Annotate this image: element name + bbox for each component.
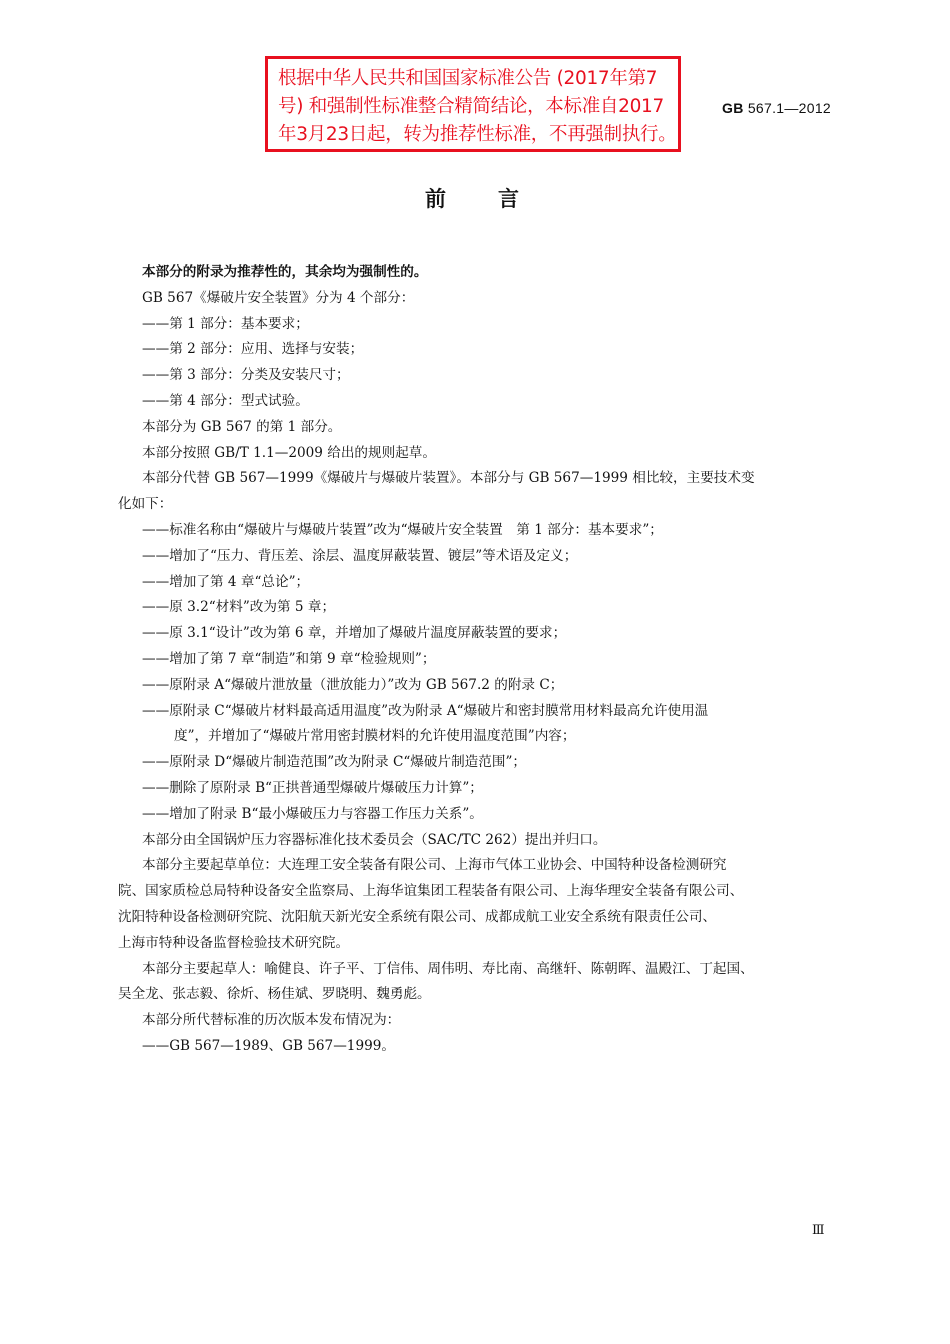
page-title: 前言 (425, 187, 571, 211)
list-item: ——第 3 部分：分类及安装尺寸； (142, 367, 350, 384)
mandatory-status-notice (265, 56, 681, 152)
standard-code: 567.1—2012 (747, 100, 831, 116)
list-item: ——增加了第 7 章“制造”和第 9 章“检验规则”； (142, 650, 436, 667)
list-item-continuation: 度”，并增加了“爆破片常用密封膜材料的允许使用温度范围”内容； (174, 728, 576, 745)
paragraph-continuation: 院、国家质检总局特种设备安全监察局、上海华谊集团工程装备有限公司、上海华理安全装备有限公司、 (118, 883, 744, 900)
paragraph: 本部分由全国锅炉压力容器标准化技术委员会（SAC/TC 262）提出并归口。 (142, 831, 607, 848)
paragraph: 本部分主要起草单位：大连理工安全装备有限公司、上海市气体工业协会、中国特种设备检测研究 (142, 857, 727, 874)
list-item: ——增加了第 4 章“总论”； (142, 573, 310, 590)
list-item: ——第 1 部分：基本要求； (142, 315, 309, 332)
notice-line-1: 根据中华人民共和国国家标准公告 (2017年第7 (278, 68, 658, 89)
standard-prefix: GB (722, 100, 744, 116)
paragraph: GB 567《爆破片安全装置》分为 4 个部分： (142, 289, 415, 306)
list-item: ——删除了原附录 B“正拱普通型爆破片爆破压力计算”； (142, 779, 483, 796)
notice-line-3: 年3月23日起，转为推荐性标准，不再强制执行。 (278, 124, 677, 145)
paragraph: 本部分按照 GB/T 1.1—2009 给出的规则起草。 (142, 444, 436, 461)
list-item: ——GB 567—1989、GB 567—1999。 (142, 1037, 395, 1054)
paragraph: 本部分代替 GB 567—1999《爆破片与爆破片装置》。本部分与 GB 567—1999 相比较，主要技术变 (142, 470, 755, 487)
paragraph-continuation: 上海市特种设备监督检验技术研究院。 (118, 934, 350, 951)
list-item: ——增加了附录 B“最小爆破压力与容器工作压力关系”。 (142, 805, 483, 822)
standard-number (722, 100, 831, 116)
paragraph: 本部分的附录为推荐性的，其余均为强制性的。 (142, 264, 428, 280)
page-number: Ⅲ (812, 1222, 825, 1237)
paragraph-continuation: 化如下： (118, 496, 173, 513)
paragraph-continuation: 沈阳特种设备检测研究院、沈阳航天新光安全系统有限公司、成都成航工业安全系统有限责任公司、 (118, 908, 717, 925)
list-item: ——原 3.2“材料”改为第 5 章； (142, 599, 336, 616)
list-item: ——原附录 C“爆破片材料最高适用温度”改为附录 A“爆破片和密封膜常用材料最高允许使用温 (142, 702, 709, 719)
list-item: ——原附录 D“爆破片制造范围”改为附录 C“爆破片制造范围”； (142, 754, 526, 771)
foreword-body (118, 260, 848, 1060)
list-item: ——原 3.1“设计”改为第 6 章，并增加了爆破片温度屏蔽装置的要求； (142, 625, 567, 642)
list-item: ——标准名称由“爆破片与爆破片装置”改为“爆破片安全装置 第 1 部分：基本要求”； (142, 521, 663, 538)
notice-line-2: 号) 和强制性标准整合精简结论，本标准自2017 (278, 96, 664, 117)
list-item: ——增加了“压力、背压差、涂层、温度屏蔽装置、镀层”等术语及定义； (142, 547, 578, 564)
paragraph: 本部分为 GB 567 的第 1 部分。 (142, 418, 342, 435)
paragraph-continuation: 吴全龙、张志毅、徐炘、杨佳斌、罗晓明、魏勇彪。 (118, 986, 431, 1003)
list-item: ——原附录 A“爆破片泄放量（泄放能力）”改为 GB 567.2 的附录 C； (142, 676, 564, 693)
paragraph: 本部分所代替标准的历次版本发布情况为： (142, 1012, 401, 1029)
list-item: ——第 2 部分：应用、选择与安装； (142, 341, 364, 358)
paragraph: 本部分主要起草人：喻健良、许子平、丁信伟、周伟明、寿比南、高继轩、陈朝晖、温殿江、丁起国、 (142, 960, 754, 977)
list-item: ——第 4 部分：型式试验。 (142, 392, 309, 409)
